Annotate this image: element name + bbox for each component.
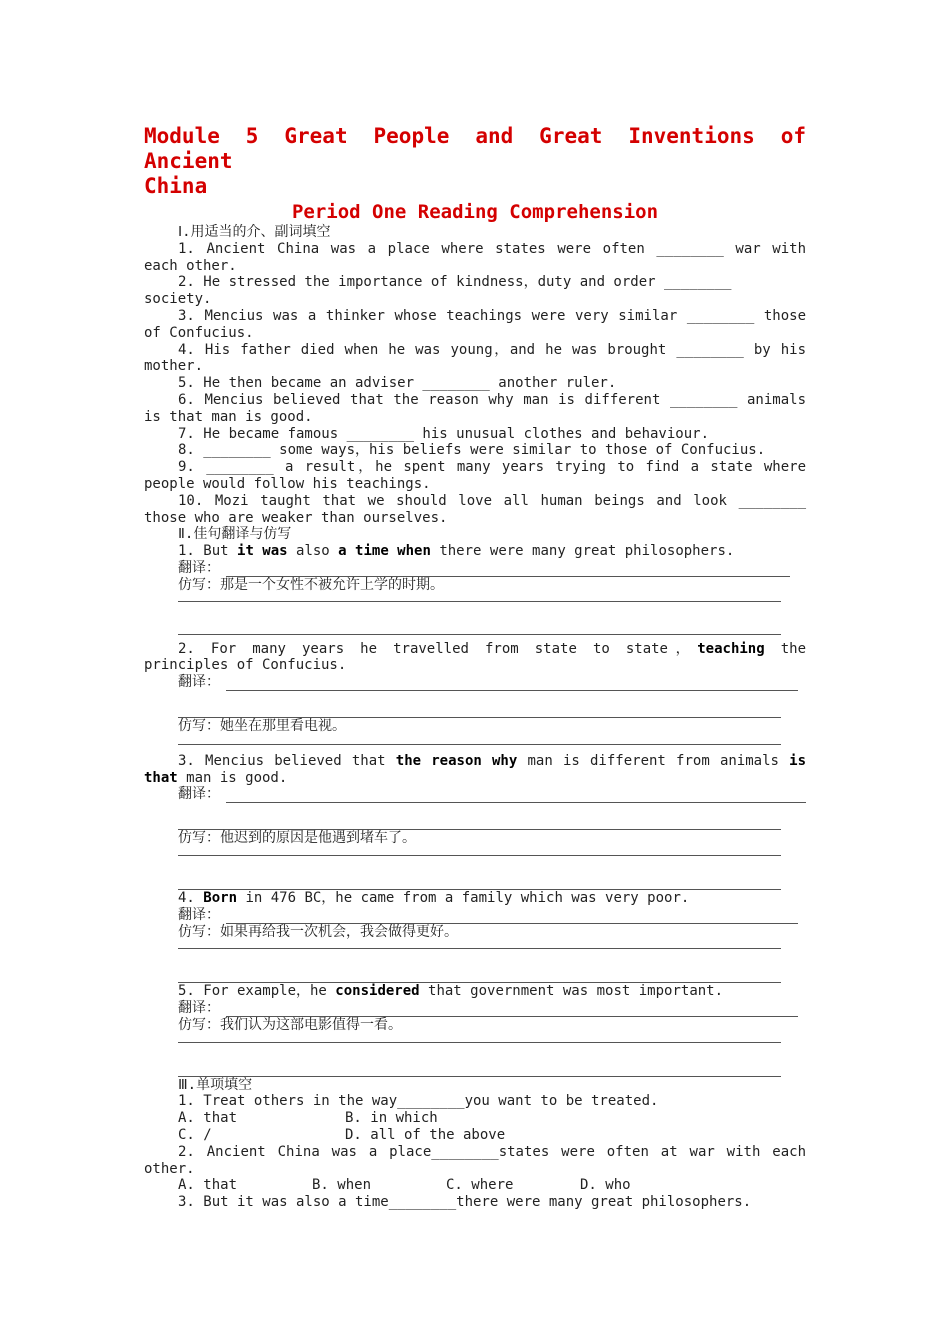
imitate-prompt: 仿写：如果再给我一次机会，我会做得更好。 — [178, 923, 458, 940]
exercise-item: 1. Ancient China was a place where states were often ________ war with each other. — [144, 240, 806, 274]
answer-line[interactable] — [178, 940, 781, 949]
model-sentence: 3. Mencius believed that the reason why man is different from animals is that man is good. — [144, 752, 807, 786]
exercise-item: 5. He then became an adviser ________ another ruler. — [178, 375, 617, 392]
answer-line[interactable] — [178, 691, 781, 718]
option-a[interactable]: A. that — [178, 1177, 238, 1194]
answer-line[interactable] — [178, 602, 781, 635]
option-d[interactable]: D. who — [580, 1177, 631, 1194]
answer-line[interactable] — [178, 735, 781, 745]
option-c[interactable]: C. where — [446, 1177, 514, 1194]
module-title-cont: China — [144, 174, 208, 198]
model-sentence: 5. For example，he considered that government was most important. — [178, 983, 724, 1000]
imitate-prompt: 仿写：那是一个女性不被允许上学的时期。 — [178, 576, 444, 593]
model-sentence: 1. But it was also a time when there were many great philosophers. — [178, 543, 735, 560]
worksheet-page — [144, 124, 806, 1211]
question-stem: 2. Ancient China was a place________states were often at war with each other. — [144, 1143, 806, 1177]
period-title: Period One Reading Comprehension — [291, 201, 659, 223]
answer-line[interactable] — [178, 847, 781, 856]
exercise-item: 6. Mencius believed that the reason why man is different ________ animals is that man is good. — [144, 391, 806, 425]
answer-line[interactable] — [178, 856, 781, 890]
answer-line[interactable] — [178, 594, 781, 602]
exercise-item: 8. ________ some ways，his beliefs were similar to those of Confucius. — [178, 442, 766, 459]
exercise-item: 2. He stressed the importance of kindness，duty and order ________ society. — [144, 274, 732, 308]
options-row — [144, 1127, 806, 1144]
option-a[interactable]: A. that — [178, 1110, 238, 1127]
module-title: Module 5 Great People and Great Inventions of Ancient — [144, 124, 806, 173]
option-c[interactable]: C. / — [178, 1127, 212, 1144]
imitate-prompt: 仿写：他迟到的原因是他遇到堵车了。 — [178, 830, 416, 847]
translate-field[interactable]: 翻译： — [144, 907, 806, 924]
exercise-item: 4. His father died when he was young，and he was brought ________ by his mother. — [144, 341, 806, 375]
options-row — [144, 1177, 806, 1194]
translate-field[interactable]: 翻译： — [144, 1000, 806, 1017]
question-stem: 3. But it was also a time________there were many great philosophers. — [178, 1194, 752, 1211]
answer-line[interactable] — [178, 803, 781, 830]
options-row — [144, 1110, 806, 1127]
exercise-item: 10. Mozi taught that we should love all human beings and look ________ those who are weaker than ourselves. — [144, 492, 806, 526]
section1-heading: Ⅰ.用适当的介、副词填空 — [178, 224, 331, 240]
translate-field[interactable]: 翻译： — [144, 786, 806, 803]
question-stem: 1. Treat others in the way________you want to be treated. — [178, 1093, 659, 1110]
option-b[interactable]: B. when — [312, 1177, 372, 1194]
exercise-item: 9. ________ a result，he spent many years trying to find a state where people would follow his teachings. — [144, 459, 806, 492]
exercise-item: 3. Mencius was a thinker whose teachings were very similar ________ those of Confucius. — [144, 307, 806, 341]
answer-line[interactable] — [178, 1043, 781, 1077]
imitate-prompt: 仿写：我们认为这部电影值得一看。 — [178, 1016, 402, 1033]
section3-heading: Ⅲ.单项填空 — [178, 1076, 253, 1093]
answer-line[interactable] — [178, 1034, 781, 1043]
section2-heading: Ⅱ.佳句翻译与仿写 — [178, 526, 292, 543]
exercise-item: 7. He became famous ________ his unusual clothes and behaviour. — [178, 425, 710, 442]
translate-field[interactable]: 翻译： — [144, 560, 806, 577]
translate-field[interactable]: 翻译： — [144, 674, 806, 691]
answer-line[interactable] — [178, 949, 781, 983]
model-sentence: 4. Born in 476 BC，he came from a family which was very poor. — [178, 889, 690, 906]
imitate-prompt: 仿写：她坐在那里看电视。 — [178, 717, 346, 734]
option-b[interactable]: B. in which — [345, 1110, 438, 1127]
option-d[interactable]: D. all of the above — [345, 1127, 506, 1144]
model-sentence: 2. For many years he travelled from state to state，teaching the principles of Confucius. — [144, 640, 807, 674]
